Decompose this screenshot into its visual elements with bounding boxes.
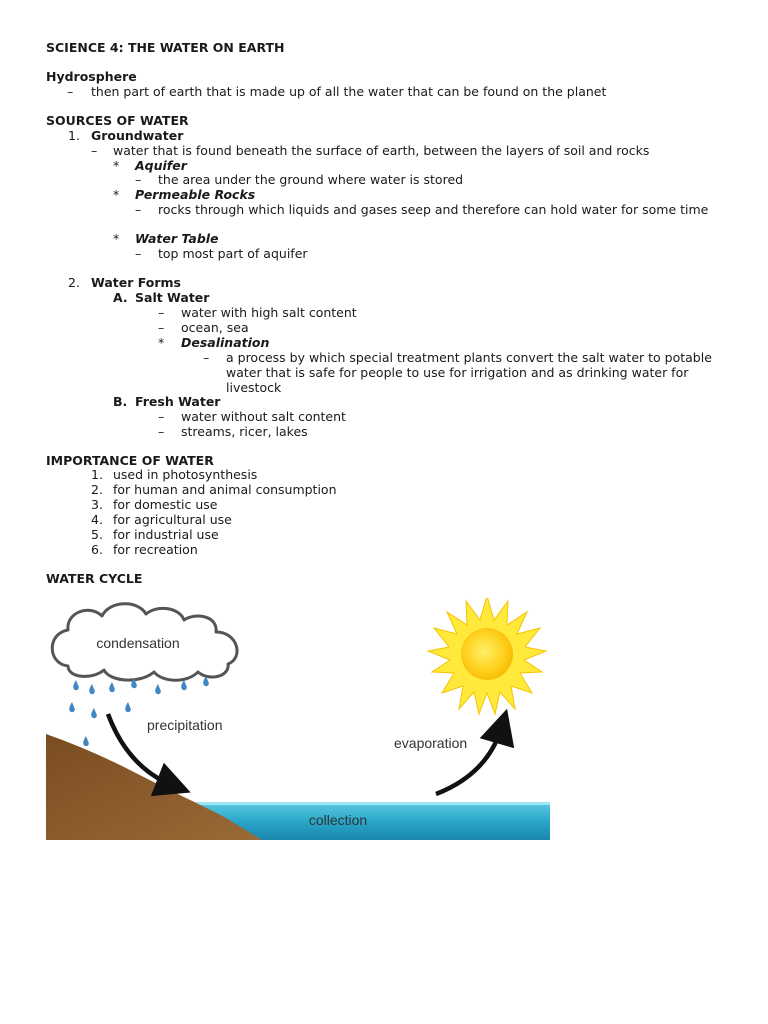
fresh-water-letter: B. — [113, 394, 128, 409]
permeable-rocks-term: Permeable Rocks — [135, 187, 256, 202]
groundwater-title: Groundwater — [91, 128, 184, 143]
aquifer-bullet: * — [113, 158, 120, 173]
permeable-rocks-bullet: * — [113, 187, 120, 202]
fresh-water-dash-2: – — [158, 424, 165, 439]
importance-heading: IMPORTANCE OF WATER — [46, 453, 214, 468]
desalination-definition: a process by which special treatment plants convert the salt water to potable water that is safe for people to use for irrigation and as drinking water for livestock — [226, 350, 712, 395]
importance-number-4: 4. — [91, 512, 103, 527]
permeable-rocks-definition: rocks through which liquids and gases seep and therefore can hold water for some time — [158, 202, 709, 217]
importance-item-4: for agricultural use — [113, 512, 232, 527]
salt-water-dash-1: – — [158, 305, 165, 320]
aquifer-term: Aquifer — [135, 158, 187, 173]
groundwater-dash: – — [91, 143, 98, 158]
fresh-water-item-1: water without salt content — [181, 409, 346, 424]
aquifer-dash: – — [135, 172, 142, 187]
water-table-definition: top most part of aquifer — [158, 246, 308, 261]
importance-item-3: for domestic use — [113, 497, 218, 512]
water-forms-title: Water Forms — [91, 275, 181, 290]
salt-water-dash-2: – — [158, 320, 165, 335]
salt-water-title: Salt Water — [135, 290, 210, 305]
fresh-water-item-2: streams, ricer, lakes — [181, 424, 308, 439]
precipitation-label: precipitation — [147, 717, 223, 733]
permeable-rocks-dash: – — [135, 202, 142, 217]
water-table-dash: – — [135, 246, 142, 261]
salt-water-item-1: water with high salt content — [181, 305, 357, 320]
water-forms-number: 2. — [68, 275, 80, 290]
ground-slope — [46, 734, 262, 840]
hydrosphere-definition: then part of earth that is made up of all the water that can be found on the planet — [91, 84, 607, 99]
desalination-term: Desalination — [181, 335, 270, 350]
evaporation-label: evaporation — [394, 735, 468, 751]
importance-item-1: used in photosynthesis — [113, 467, 258, 482]
importance-item-6: for recreation — [113, 542, 198, 557]
desalination-dash: – — [203, 350, 210, 365]
groundwater-definition: water that is found beneath the surface of earth, between the layers of soil and rocks — [113, 143, 650, 158]
importance-number-6: 6. — [91, 542, 103, 557]
water-cycle-heading: WATER CYCLE — [46, 571, 143, 586]
raindrops-icon — [69, 676, 209, 746]
water-table-bullet: * — [113, 231, 120, 246]
importance-item-5: for industrial use — [113, 527, 219, 542]
salt-water-letter: A. — [113, 290, 128, 305]
importance-number-2: 2. — [91, 482, 103, 497]
groundwater-number: 1. — [68, 128, 80, 143]
salt-water-item-2: ocean, sea — [181, 320, 249, 335]
fresh-water-title: Fresh Water — [135, 394, 221, 409]
water-table-term: Water Table — [135, 231, 219, 246]
fresh-water-dash-1: – — [158, 409, 165, 424]
aquifer-definition: the area under the ground where water is stored — [158, 172, 464, 187]
importance-item-2: for human and animal consumption — [113, 482, 337, 497]
sun-icon — [428, 598, 546, 714]
collection-label: collection — [308, 812, 368, 828]
sources-heading: SOURCES OF WATER — [46, 113, 189, 128]
water-cycle-diagram — [46, 598, 550, 842]
importance-number-1: 1. — [91, 467, 103, 482]
hydrosphere-dash: – — [67, 84, 74, 99]
importance-number-3: 3. — [91, 497, 103, 512]
document-title: SCIENCE 4: THE WATER ON EARTH — [46, 40, 285, 55]
importance-number-5: 5. — [91, 527, 103, 542]
desalination-bullet: * — [158, 335, 165, 350]
condensation-label: condensation — [96, 635, 180, 651]
hydrosphere-heading: Hydrosphere — [46, 69, 137, 84]
